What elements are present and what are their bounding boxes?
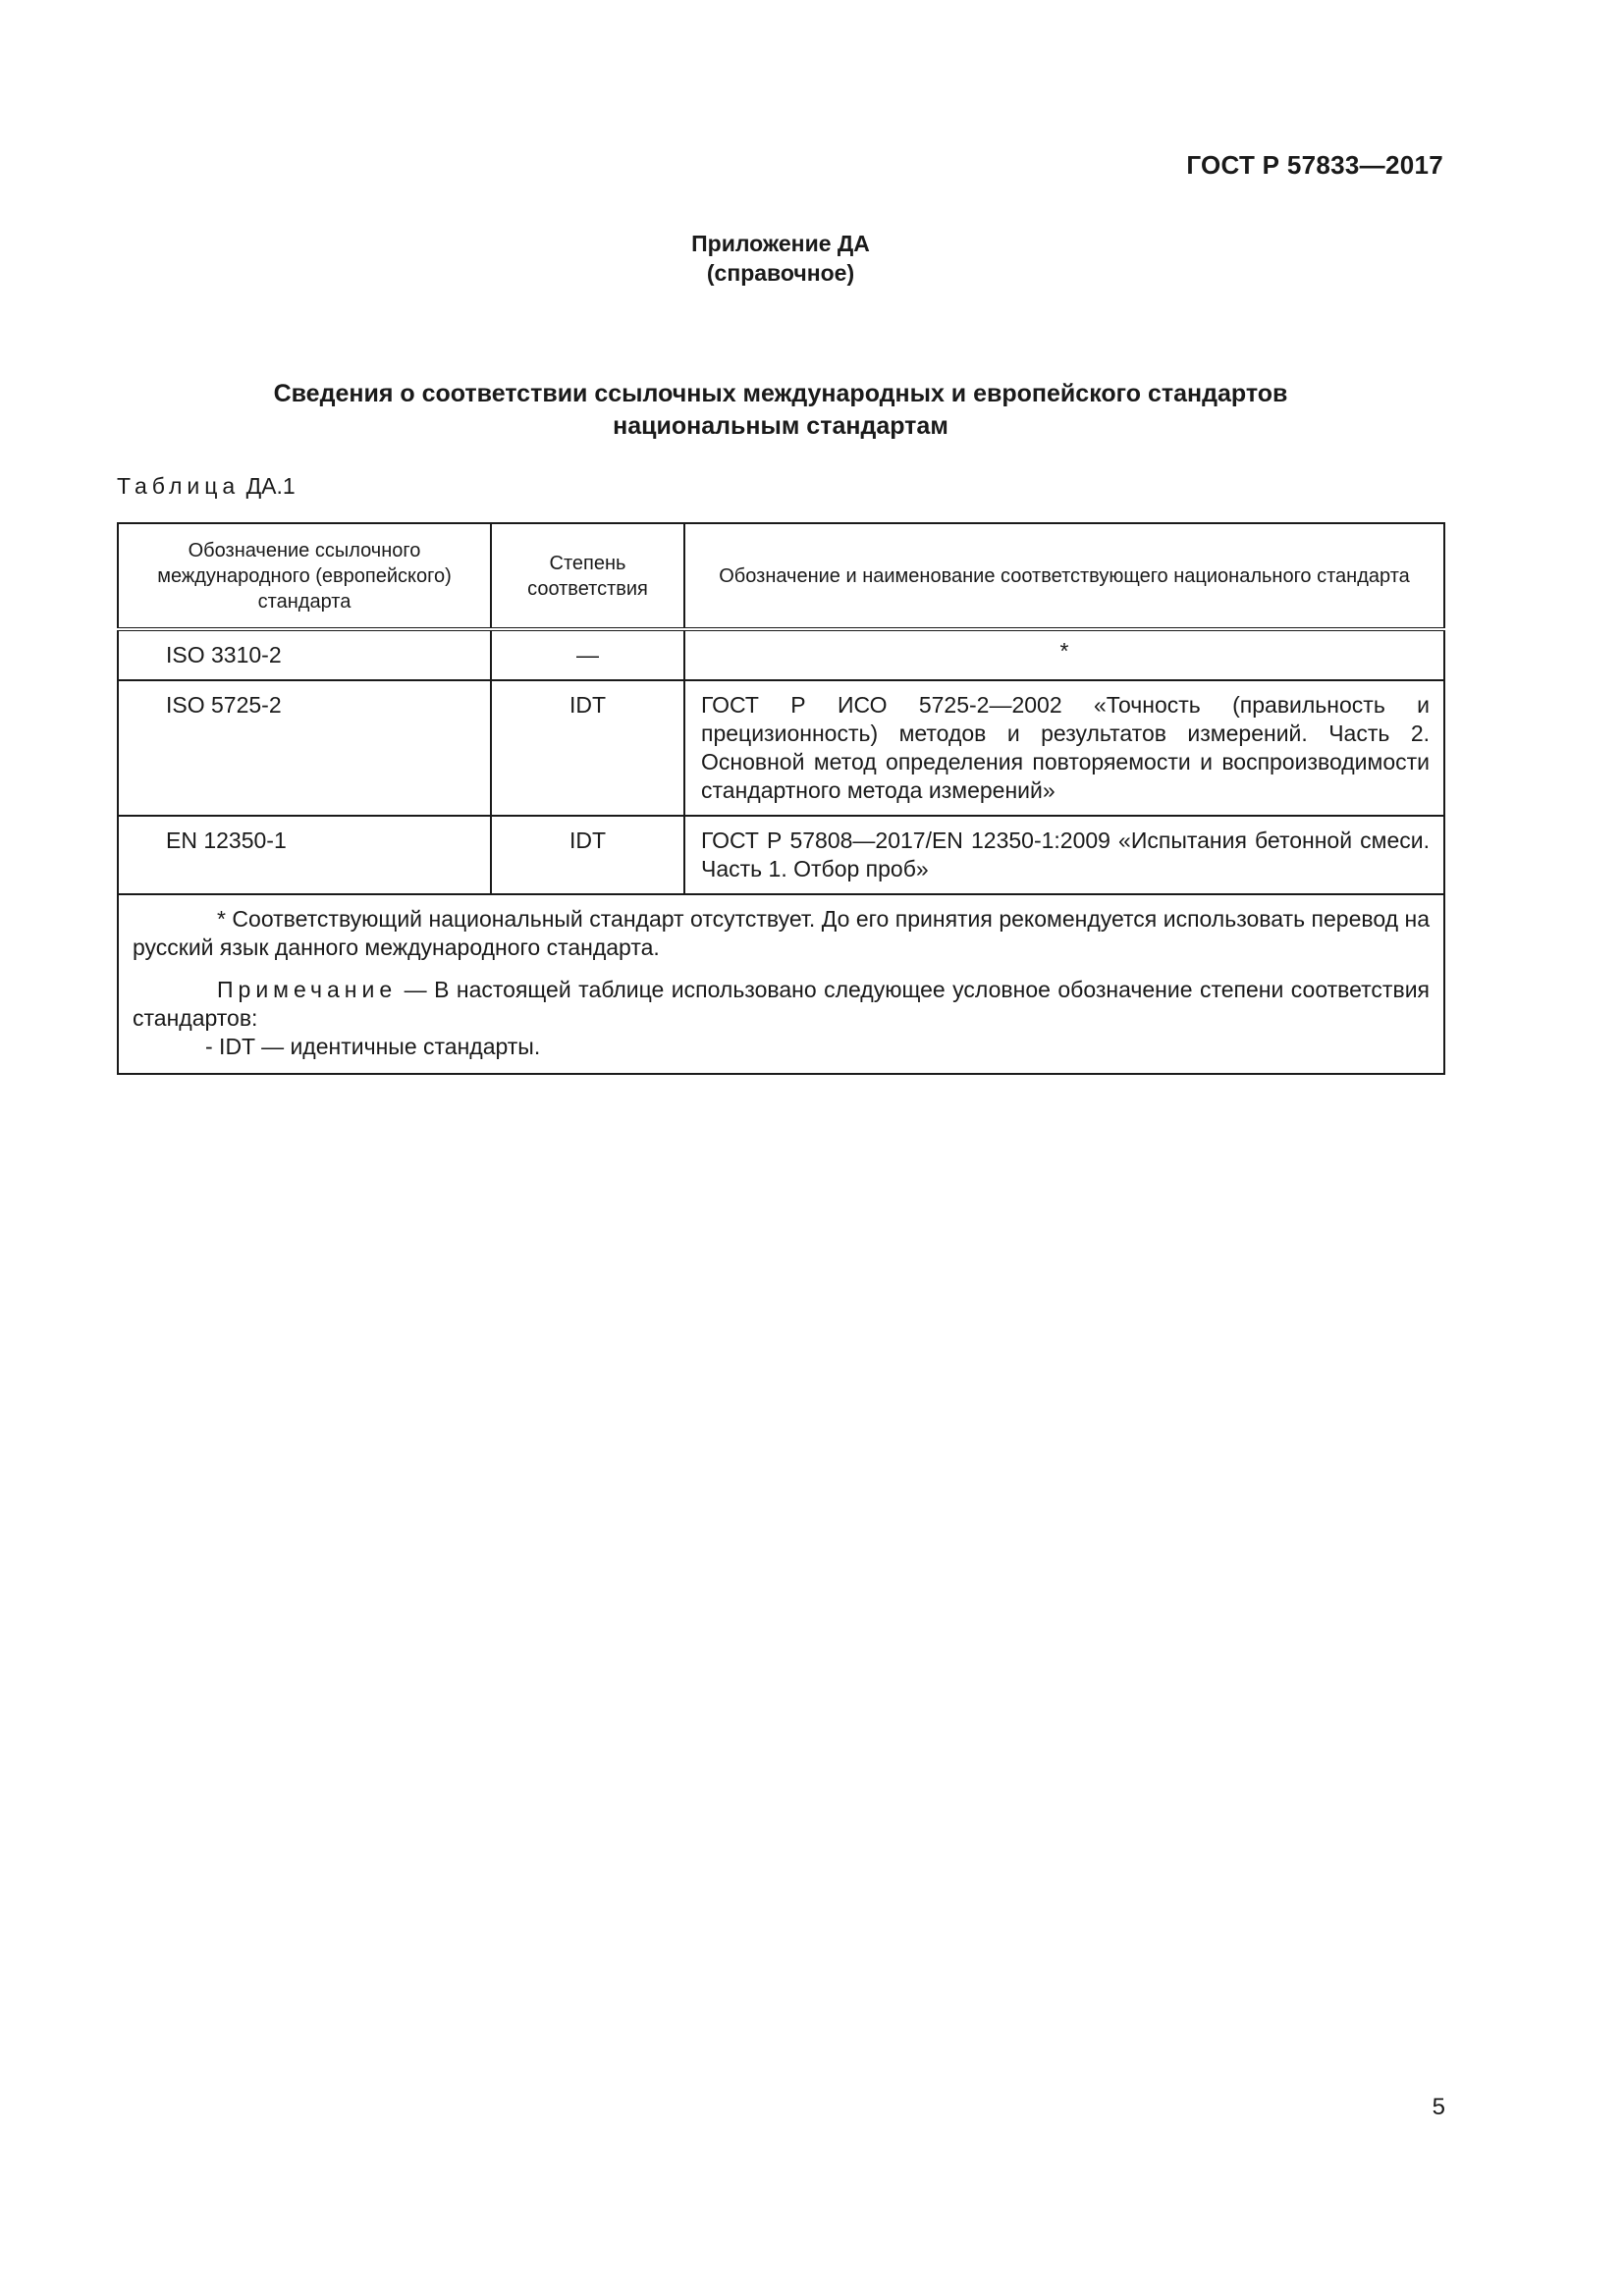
table-footer (118, 894, 1444, 1074)
table-label (117, 473, 296, 500)
correspondence-table (117, 522, 1445, 1075)
note-text: — В настоящей таблице использовано следующее условное обозначение степени соответствия стандартов: (133, 977, 1430, 1031)
appendix-type: (справочное) (706, 260, 855, 286)
cell-degree: IDT (491, 816, 684, 894)
header-national-standard: Обозначение и наименование соответствующего национального стандарта (684, 523, 1444, 629)
table-footer-row (118, 894, 1444, 1074)
table-row (118, 629, 1444, 680)
cell-reference: ISO 3310-2 (118, 629, 491, 680)
cell-reference: ISO 5725-2 (118, 680, 491, 816)
header-degree: Степень соответствия (491, 523, 684, 629)
section-title (0, 378, 1561, 443)
note-label: Примечание (217, 977, 398, 1002)
cell-national: ГОСТ Р 57808—2017/EN 12350-1:2009 «Испытания бетонной смеси. Часть 1. Отбор проб» (684, 816, 1444, 894)
note-list-item: - IDT — идентичные стандарты. (205, 1034, 541, 1059)
table-row (118, 816, 1444, 894)
table-label-number: ДА.1 (245, 473, 296, 499)
table-note (133, 976, 1430, 1033)
page-number: 5 (1432, 2094, 1445, 2120)
appendix-title: Приложение ДА (691, 231, 870, 256)
table-row (118, 680, 1444, 816)
cell-degree: IDT (491, 680, 684, 816)
document-code: ГОСТ Р 57833—2017 (1186, 150, 1443, 180)
table-header-row (118, 523, 1444, 629)
table-label-word: Таблица (117, 473, 241, 499)
section-title-line-2: национальным стандартам (613, 412, 948, 440)
cell-degree: — (491, 629, 684, 680)
cell-national: ГОСТ Р ИСО 5725-2—2002 «Точность (правильность и прецизионность) методов и результатов измерений. Часть 2. Основной метод определения повторяемости и воспроизводимости стандартного метода измерений» (684, 680, 1444, 816)
cell-national: * (684, 629, 1444, 680)
header-reference-standard: Обозначение ссылочного международного (европейского) стандарта (118, 523, 491, 629)
section-title-line-1: Сведения о соответствии ссылочных международных и европейского стандартов (273, 380, 1288, 407)
appendix-heading (0, 229, 1561, 288)
table-footnote: * Соответствующий национальный стандарт отсутствует. До его принятия рекомендуется использовать перевод на русский язык данного международного стандарта. (133, 906, 1430, 960)
cell-reference: EN 12350-1 (118, 816, 491, 894)
